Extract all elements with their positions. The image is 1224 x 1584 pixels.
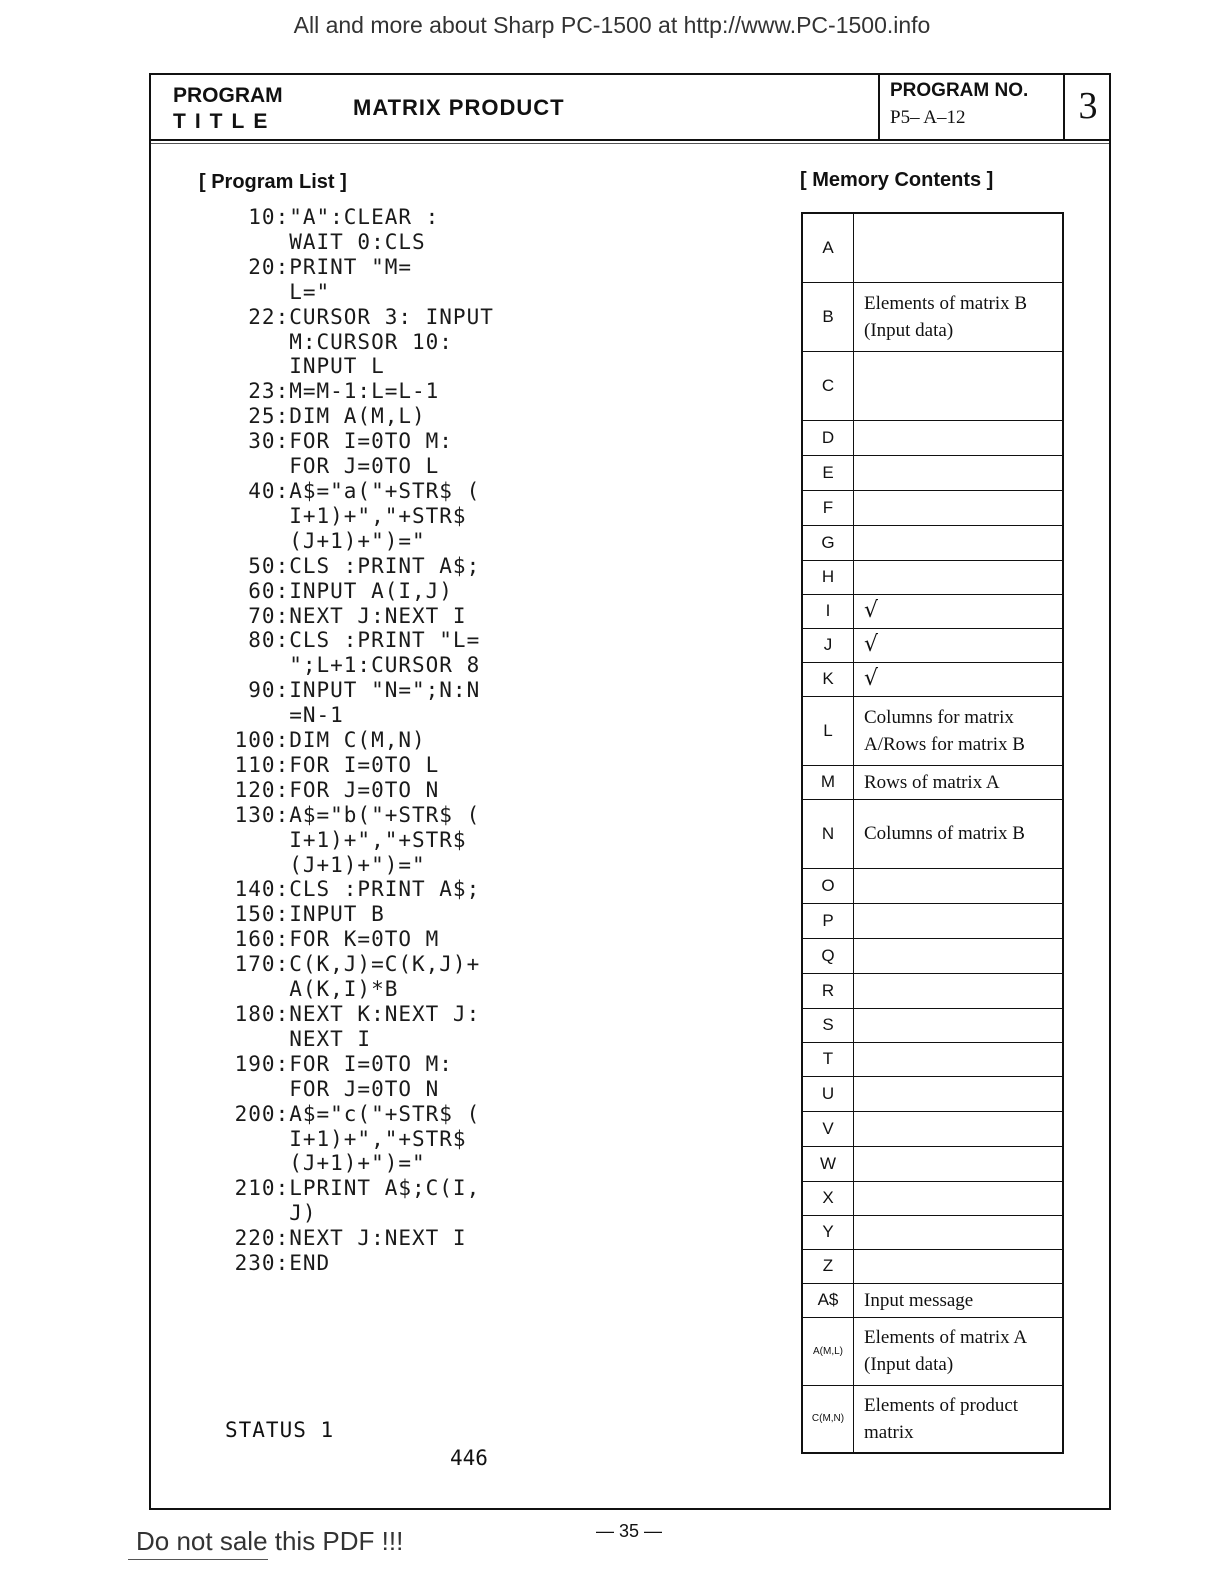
memory-variable: Y <box>802 1215 854 1249</box>
memory-description <box>854 1283 1064 1317</box>
memory-variable: C(M,N) <box>802 1385 854 1453</box>
program-title: MATRIX PRODUCT <box>353 95 565 120</box>
memory-variable: S <box>802 1008 854 1042</box>
program-number: P5– A–12 <box>890 107 966 128</box>
memory-variable: G <box>802 525 854 560</box>
memory-row <box>802 1283 1063 1317</box>
footer-note-text: Do not sale this PDF !!! <box>136 1526 404 1556</box>
title-label: TITLE <box>173 110 277 133</box>
memory-description <box>854 696 1064 765</box>
memory-row <box>802 282 1063 351</box>
memory-description <box>854 560 1064 594</box>
source-note: All and more about Sharp PC-1500 at http://www.PC-1500.info <box>293 12 931 38</box>
memory-row <box>802 1008 1063 1042</box>
memory-row <box>802 868 1063 903</box>
memory-variable: K <box>802 662 854 696</box>
memory-description <box>854 973 1064 1008</box>
memory-description-text: Elements of matrix A (Input data) <box>864 1327 1028 1375</box>
memory-variable: P <box>802 903 854 938</box>
page-number: — 35 — <box>596 1521 663 1541</box>
memory-description-text: Rows of matrix A <box>864 771 1000 793</box>
memory-description <box>854 765 1064 799</box>
memory-variable: C <box>802 351 854 420</box>
memory-variable: D <box>802 420 854 455</box>
memory-row <box>802 213 1063 282</box>
memory-description <box>854 282 1064 351</box>
footer-note <box>136 1526 403 1557</box>
program-number-box <box>878 75 1065 139</box>
memory-variable: A <box>802 213 854 282</box>
memory-row <box>802 1317 1063 1385</box>
header-divider <box>151 143 1109 144</box>
memory-description <box>854 1385 1064 1453</box>
page-badge: 3 <box>1078 85 1098 127</box>
memory-row <box>802 1111 1063 1146</box>
memory-description <box>854 1146 1064 1181</box>
memory-description <box>854 1181 1064 1215</box>
memory-description <box>854 1076 1064 1111</box>
memory-row <box>802 662 1063 696</box>
memory-variable: B <box>802 282 854 351</box>
memory-description <box>854 1042 1064 1076</box>
memory-description-text: Input message <box>864 1289 974 1311</box>
memory-description <box>854 420 1064 455</box>
memory-description-text: Columns for matrix A/Rows for matrix B <box>864 706 1025 755</box>
memory-description <box>854 525 1064 560</box>
memory-row <box>802 351 1063 420</box>
memory-description <box>854 1317 1064 1385</box>
memory-variable: M <box>802 765 854 799</box>
memory-variable: X <box>802 1181 854 1215</box>
footer-underline <box>128 1559 268 1560</box>
memory-row <box>802 594 1063 628</box>
memory-variable: U <box>802 1076 854 1111</box>
memory-description <box>854 1111 1064 1146</box>
program-title-label <box>173 83 283 135</box>
status-line: STATUS 1 <box>225 1418 335 1442</box>
check-mark: √ <box>864 632 879 657</box>
memory-description <box>854 351 1064 420</box>
step-count: 446 <box>450 1446 488 1470</box>
memory-description <box>854 628 1064 662</box>
memory-description-text: Elements of product matrix <box>864 1394 1019 1443</box>
memory-row <box>802 490 1063 525</box>
check-mark: √ <box>864 666 879 691</box>
memory-description-text: Elements of matrix B (Input data) <box>864 292 1028 341</box>
memory-row <box>802 420 1063 455</box>
memory-variable: N <box>802 799 854 868</box>
program-list-heading: [ Program List ] <box>199 171 347 193</box>
program-label: PROGRAM <box>173 84 283 107</box>
memory-row <box>802 1215 1063 1249</box>
memory-description <box>854 903 1064 938</box>
sheet-header <box>151 75 1109 141</box>
memory-variable: A$ <box>802 1283 854 1317</box>
program-number-label: PROGRAM NO. <box>890 80 1029 101</box>
memory-description <box>854 1215 1064 1249</box>
memory-variable: J <box>802 628 854 662</box>
memory-row <box>802 1146 1063 1181</box>
program-sheet <box>149 73 1111 1510</box>
memory-contents-heading: [ Memory Contents ] <box>800 169 994 191</box>
memory-row <box>802 560 1063 594</box>
memory-table <box>801 212 1064 1454</box>
memory-variable: W <box>802 1146 854 1181</box>
memory-description <box>854 1008 1064 1042</box>
memory-variable: F <box>802 490 854 525</box>
program-code: 10:"A":CLEAR : WAIT 0:CLS 20:PRINT "M= L=" 22:CURSOR 3: INPUT M:CURSOR 10: INPUT L 23:M=M-1:L=L-1 25:DIM A(M,L) 30:FOR I=0TO M: FOR J=0TO L 40:A$="a("+STR$ ( I+1)+","+STR$ (J+1)+")=" 50:CLS :PRINT A$; 60:INPUT A(I,J) 70:NEXT J:NEXT I 80:CLS :PRINT "L= ";L+1:CURSOR 8 90:INPUT "N=";N:N =N-1 100:DIM C(M,N) 110:FOR I=0TO L 120:FOR J=0TO N 130:A$="b("+STR$ ( I+1)+","+STR$ (J+1)+")=" 140:CLS :PRINT A$; 150:INPUT B 160:FOR K=0TO M 170:C(K,J)=C(K,J)+ A(K,I)*B 180:NEXT K:NEXT J: NEXT I 190:FOR I=0TO M: FOR J=0TO N 200:A$="c("+STR$ ( I+1)+","+STR$ (J+1)+")=" 210:LPRINT A$;C(I, J) 220:NEXT J:NEXT I 230:END <box>234 205 494 1276</box>
memory-description <box>854 490 1064 525</box>
memory-row <box>802 1181 1063 1215</box>
memory-row <box>802 903 1063 938</box>
memory-row <box>802 938 1063 973</box>
memory-row <box>802 696 1063 765</box>
memory-variable: Z <box>802 1249 854 1283</box>
memory-row <box>802 1076 1063 1111</box>
memory-variable: L <box>802 696 854 765</box>
memory-description <box>854 938 1064 973</box>
memory-row <box>802 1042 1063 1076</box>
memory-variable: E <box>802 455 854 490</box>
memory-row <box>802 628 1063 662</box>
memory-row <box>802 1385 1063 1453</box>
memory-row <box>802 765 1063 799</box>
memory-row <box>802 1249 1063 1283</box>
memory-variable: I <box>802 594 854 628</box>
memory-variable: V <box>802 1111 854 1146</box>
memory-row <box>802 455 1063 490</box>
memory-description-text: Columns of matrix B <box>864 823 1025 844</box>
memory-variable: O <box>802 868 854 903</box>
memory-variable: H <box>802 560 854 594</box>
memory-row <box>802 525 1063 560</box>
memory-description <box>854 455 1064 490</box>
memory-description <box>854 868 1064 903</box>
memory-description <box>854 594 1064 628</box>
memory-row <box>802 799 1063 868</box>
memory-row <box>802 973 1063 1008</box>
memory-variable: T <box>802 1042 854 1076</box>
memory-description <box>854 1249 1064 1283</box>
check-mark: √ <box>864 598 879 623</box>
memory-description <box>854 213 1064 282</box>
memory-description <box>854 799 1064 868</box>
memory-description <box>854 662 1064 696</box>
memory-variable: Q <box>802 938 854 973</box>
memory-variable: A(M,L) <box>802 1317 854 1385</box>
memory-variable: R <box>802 973 854 1008</box>
